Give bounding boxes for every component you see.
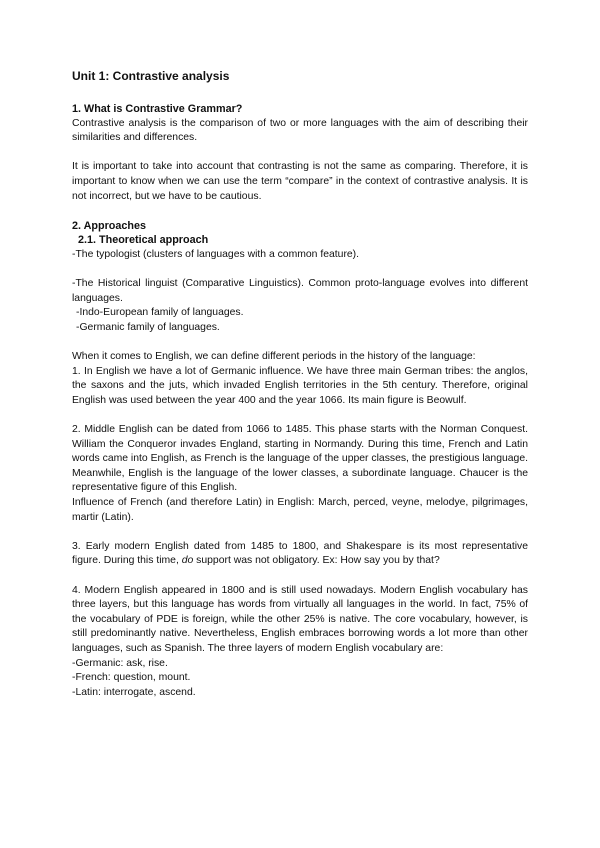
list-item: -Germanic: ask, rise. xyxy=(72,657,168,669)
paragraph: Contrastive analysis is the comparison of two or more languages with the aim of describing their similarities and differences. xyxy=(72,117,528,144)
list-item: -Germanic family of languages. xyxy=(76,321,220,333)
paragraph: 4. Modern English appeared in 1800 and is still used nowadays. Modern English vocabulary has three layers, but this language has words from virtually all languages in the world. In fact, 75% of the vocabulary of PDE is foreign, while the other 25% is native. The core vocabulary, however, is still predominantly native. Nevertheless, English embraces borrowing words a lot more than other languages, such as Spanish. The three layers of modern English vocabulary are: xyxy=(72,584,528,654)
paragraph xyxy=(72,540,528,569)
subsection-heading: 2.1. Theoretical approach xyxy=(78,234,209,247)
document-page xyxy=(72,68,528,700)
list-item: -French: question, mount. xyxy=(72,672,191,684)
list-item: -Indo-European family of languages. xyxy=(76,307,244,319)
document-title: Unit 1: Contrastive analysis xyxy=(72,69,230,83)
paragraph: -The Historical linguist (Comparative Linguistics). Common proto-language evolves into different languages. xyxy=(72,278,528,304)
section-1-heading: 1. What is Contrastive Grammar? xyxy=(72,103,243,115)
paragraph: 1. In English we have a lot of Germanic influence. We have three main German tribes: the anglos, the saxons and the juts, which invaded English territories in the 5th century. Therefore, original English was used between the year 400 and the year 1066. Its main figure is Beowulf. xyxy=(72,365,528,406)
paragraph: Influence of French (and therefore Latin) in English: March, perced, veyne, melodye, pilgrimages, martir (Latin). xyxy=(72,497,528,523)
text: support was not obligatory. Ex: How say you by that? xyxy=(193,555,440,567)
paragraph: When it comes to English, we can define different periods in the history of the language: xyxy=(72,351,476,363)
section-2-heading: 2. Approaches xyxy=(72,219,147,232)
list-item: -Latin: interrogate, ascend. xyxy=(72,686,196,698)
paragraph: 2. Middle English can be dated from 1066 to 1485. This phase starts with the Norman Conquest. William the Conqueror invades England, starting in Normandy. During this time, French and Latin words came into English, as French is the language of the upper classes, the prestigious language. Meanwhile, English is the language of the lower classes, a subordinate language. Chaucer is the representative figure of this English. xyxy=(72,424,528,494)
paragraph: It is important to take into account that contrasting is not the same as comparing. Therefore, it is important to know when we can use the term “compare” in the context of contrastive analysis. It is not incorrect, but we have to be cautious. xyxy=(72,161,528,202)
italic-text: do xyxy=(181,555,194,567)
text: 3. Early modern English dated from 1485 to 1800, and Shakespare is its most representative figure. During this time, xyxy=(72,540,528,567)
paragraph: -The typologist (clusters of languages with a common feature). xyxy=(72,248,360,260)
